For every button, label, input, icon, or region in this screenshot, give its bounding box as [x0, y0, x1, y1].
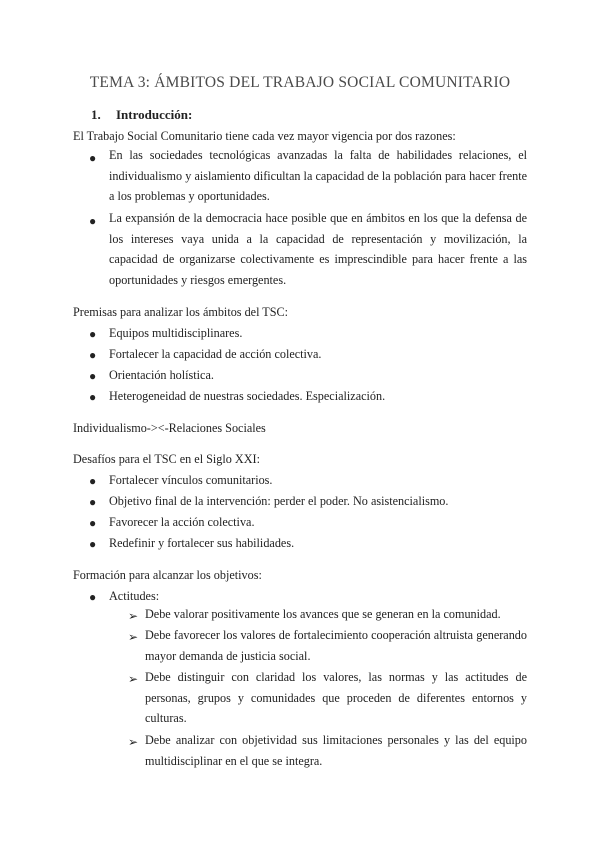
desafio-item: Redefinir y fortalecer sus habilidades. — [109, 536, 295, 550]
arrow-bullet-icon: ➢ — [128, 630, 139, 644]
desafio-item: Favorecer la acción colectiva. — [109, 515, 255, 529]
bullet-icon: ● — [89, 327, 97, 341]
premisas-heading: Premisas para analizar los ámbitos del TSC: — [73, 305, 289, 319]
reason-item: La expansión de la democracia hace posible que en ámbitos en los que la defensa de los intereses vaya unida a la capacidad de representación y movilización, la capacidad de organizarse colectivamente es imprescindible para hacer frente a las oportunidades y riesgos emergentes. — [109, 211, 527, 287]
bullet-icon: ● — [89, 214, 97, 228]
desafio-item: Fortalecer vínculos comunitarios. — [109, 473, 273, 487]
arrow-bullet-icon: ➢ — [128, 735, 139, 749]
section-number: 1. — [91, 107, 101, 122]
bullet-icon: ● — [89, 474, 97, 488]
individualismo-line: Individualismo-><-Relaciones Sociales — [73, 421, 266, 435]
bullet-icon: ● — [89, 390, 97, 404]
section-label: Introducción: — [116, 107, 193, 122]
reason-item: En las sociedades tecnológicas avanzadas la falta de habilidades relaciones, el individualismo y aislamiento dificultan la capacidad de la población para hacer frente a los problemas y oportunidades. — [109, 148, 527, 204]
bullet-icon: ● — [89, 151, 97, 165]
bullet-icon: ● — [89, 516, 97, 530]
bullet-icon: ● — [89, 495, 97, 509]
page-title: TEMA 3: ÁMBITOS DEL TRABAJO SOCIAL COMUNITARIO — [89, 74, 511, 91]
premisa-item: Heterogeneidad de nuestras sociedades. Especialización. — [109, 389, 386, 403]
bullet-icon: ● — [89, 369, 97, 383]
desafios-heading: Desafíos para el TSC en el Siglo XXI: — [73, 452, 260, 466]
bullet-icon: ● — [89, 348, 97, 362]
arrow-bullet-icon: ➢ — [128, 609, 139, 623]
premisa-item: Equipos multidisciplinares. — [109, 326, 243, 340]
arrow-bullet-icon: ➢ — [128, 672, 139, 686]
actitud-item: Debe analizar con objetividad sus limitaciones personales y las del equipo multidisciplinar en el que se integra. — [145, 733, 527, 768]
actitud-item: Debe valorar positivamente los avances que se generan en la comunidad. — [145, 607, 501, 621]
actitud-item: Debe distinguir con claridad los valores, las normas y las actitudes de personas, grupos y comunidades que proceden de diferentes entornos y culturas. — [145, 670, 527, 726]
intro-paragraph: El Trabajo Social Comunitario tiene cada vez mayor vigencia por dos razones: — [73, 129, 456, 143]
premisa-item: Fortalecer la capacidad de acción colectiva. — [109, 347, 322, 361]
formacion-heading: Formación para alcanzar los objetivos: — [73, 568, 262, 582]
actitudes-label: Actitudes: — [109, 589, 160, 603]
section-heading — [91, 107, 192, 123]
premisa-item: Orientación holística. — [109, 368, 214, 382]
bullet-icon: ● — [89, 590, 97, 604]
desafio-item: Objetivo final de la intervención: perder el poder. No asistencialismo. — [109, 494, 449, 508]
bullet-icon: ● — [89, 537, 97, 551]
actitud-item: Debe favorecer los valores de fortalecimiento cooperación altruista generando mayor demanda de justicia social. — [145, 628, 527, 663]
